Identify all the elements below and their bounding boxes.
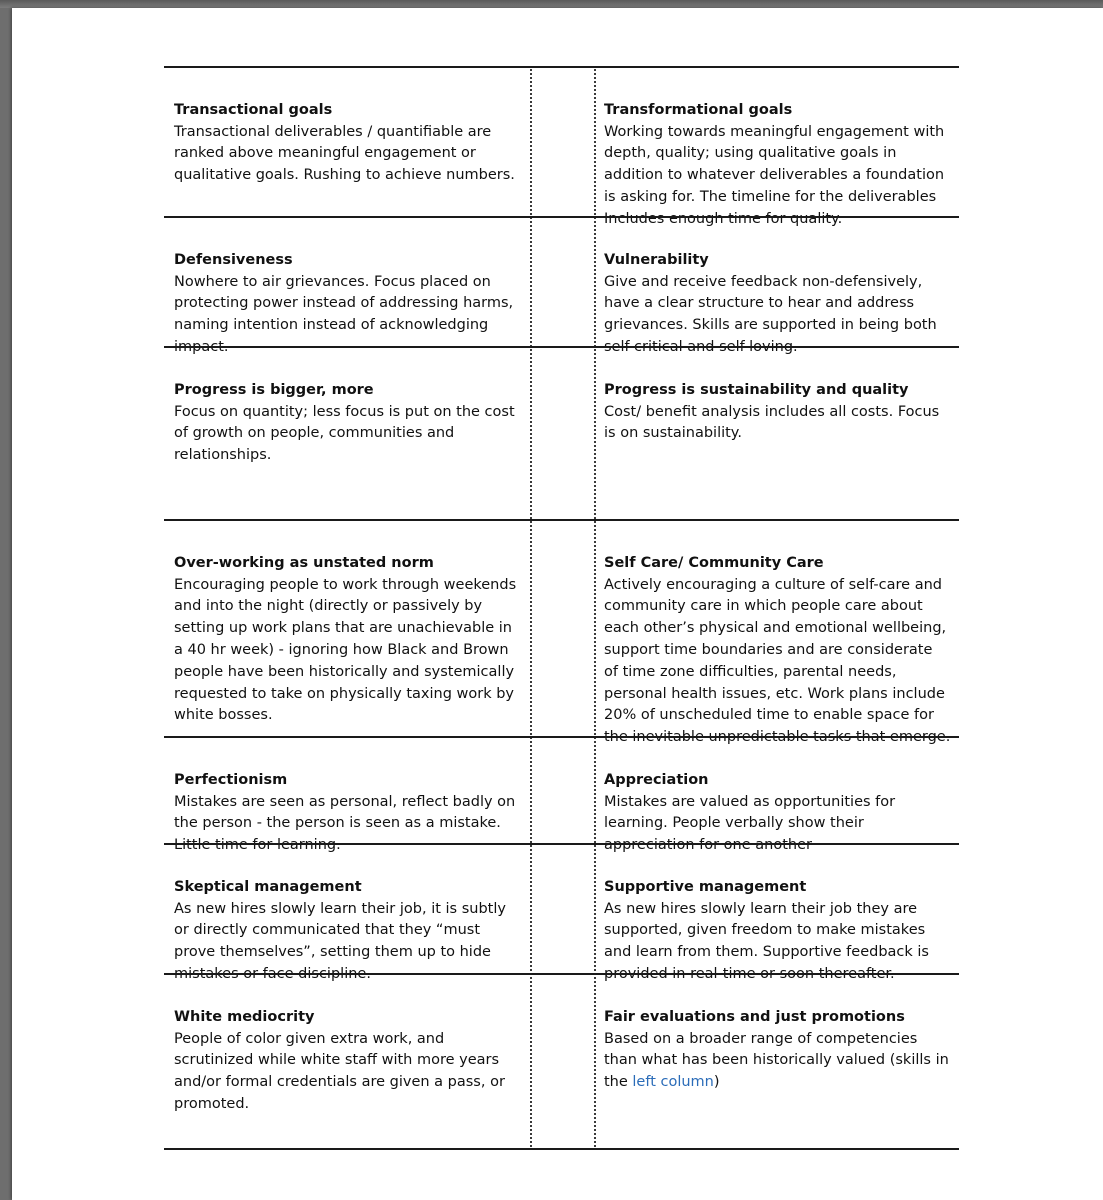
right-cell <box>604 228 956 359</box>
right-cell <box>604 358 956 445</box>
table-row <box>164 66 959 227</box>
left-cell-text: Focus on quantity; less focus is put on the cost of growth on people, communities and relationships. <box>174 403 515 464</box>
right-cell <box>604 78 956 231</box>
comparison-table <box>164 66 959 1150</box>
right-cell-title: Appreciation <box>604 771 709 788</box>
right-cell-text: Actively encouraging a culture of self-care and community care in which people care about each other’s physical and emotional wellbeing, support time boundaries and are considerate of time zone difficulties, parental needs, personal health issues, etc. Work plans include 20% of unscheduled time to enable space for the inevitable unpredictable tasks that emerge. <box>604 576 951 746</box>
right-cell-title: Progress is sustainability and quality <box>604 381 909 398</box>
table-row <box>164 973 959 1150</box>
left-cell-text: Mistakes are seen as personal, reflect badly on the person - the person is seen as a mistake. Little time for learning. <box>174 793 516 854</box>
left-cell <box>174 228 524 359</box>
left-cell <box>174 855 524 986</box>
right-cell-title: Fair evaluations and just promotions <box>604 1008 905 1025</box>
right-cell-text: Give and receive feedback non-defensively, have a clear structure to hear and address grievances. Skills are supported in being both self-critical and self-loving. <box>604 273 937 355</box>
left-cell-title: Progress is bigger, more <box>174 381 374 398</box>
right-cell-title: Transformational goals <box>604 101 793 118</box>
left-cell <box>174 748 524 857</box>
left-cell-title: Perfectionism <box>174 771 288 788</box>
right-cell-text: Cost/ benefit analysis includes all costs. Focus is on sustainability. <box>604 403 940 442</box>
right-cell-text: Mistakes are valued as opportunities for learning. People verbally show their appreciation for one another <box>604 793 896 854</box>
left-cell <box>174 358 524 467</box>
left-cell <box>174 531 524 727</box>
right-cell-text: Based on a broader range of competencies than what has been historically valued (skills in the <box>604 1030 949 1091</box>
right-cell-title: Self Care/ Community Care <box>604 554 824 571</box>
left-cell-title: Defensiveness <box>174 251 293 268</box>
right-cell-text-end: ) <box>713 1074 720 1091</box>
table-row <box>164 519 959 746</box>
left-cell-text: Encouraging people to work through weekends and into the night (directly or passively by setting up work plans that are unachievable in a 40 hr week) - ignoring how Black and Brown people have been historically and systemically requested to take on physically taxing work by white bosses. <box>174 576 517 724</box>
left-column-link[interactable]: left column <box>632 1074 714 1091</box>
right-cell-text: As new hires slowly learn their job they are supported, given freedom to make mistakes and learn from them. Supportive feedback is provided in real-time or soon thereafter. <box>604 900 929 982</box>
right-cell-title: Vulnerability <box>604 251 709 268</box>
right-cell <box>604 531 956 749</box>
left-cell <box>174 985 524 1116</box>
left-cell-text: Nowhere to air grievances. Focus placed on protecting power instead of addressing harms, naming intention instead of acknowledging impact. <box>174 273 514 355</box>
left-cell <box>174 78 524 187</box>
left-cell-text: Transactional deliverables / quantifiable are ranked above meaningful engagement or qualitative goals. Rushing to achieve numbers. <box>174 123 515 184</box>
left-cell-text: People of color given extra work, and scrutinized while white staff with more years and/or formal credentials are given a pass, or promoted. <box>174 1030 505 1112</box>
document-page <box>12 8 1103 1200</box>
left-cell-text: As new hires slowly learn their job, it is subtly or directly communicated that they “must prove themselves”, setting them up to hide mistakes or face discipline. <box>174 900 506 982</box>
table-row <box>164 216 959 355</box>
right-cell <box>604 855 956 986</box>
left-cell-title: White mediocrity <box>174 1008 315 1025</box>
window-top-bar <box>0 0 1103 8</box>
table-row <box>164 346 959 521</box>
left-cell-title: Transactional goals <box>174 101 333 118</box>
table-row <box>164 736 959 854</box>
right-cell <box>604 748 956 857</box>
left-cell-title: Skeptical management <box>174 878 362 895</box>
left-cell-title: Over-working as unstated norm <box>174 554 434 571</box>
table-row <box>164 843 959 982</box>
right-cell <box>604 985 956 1094</box>
right-cell-text: Working towards meaningful engagement with depth, quality; using qualitative goals in addition to whatever deliverables a foundation is asking for. The timeline for the deliverables Includes enough time for quality. <box>604 123 945 227</box>
right-cell-title: Supportive management <box>604 878 807 895</box>
